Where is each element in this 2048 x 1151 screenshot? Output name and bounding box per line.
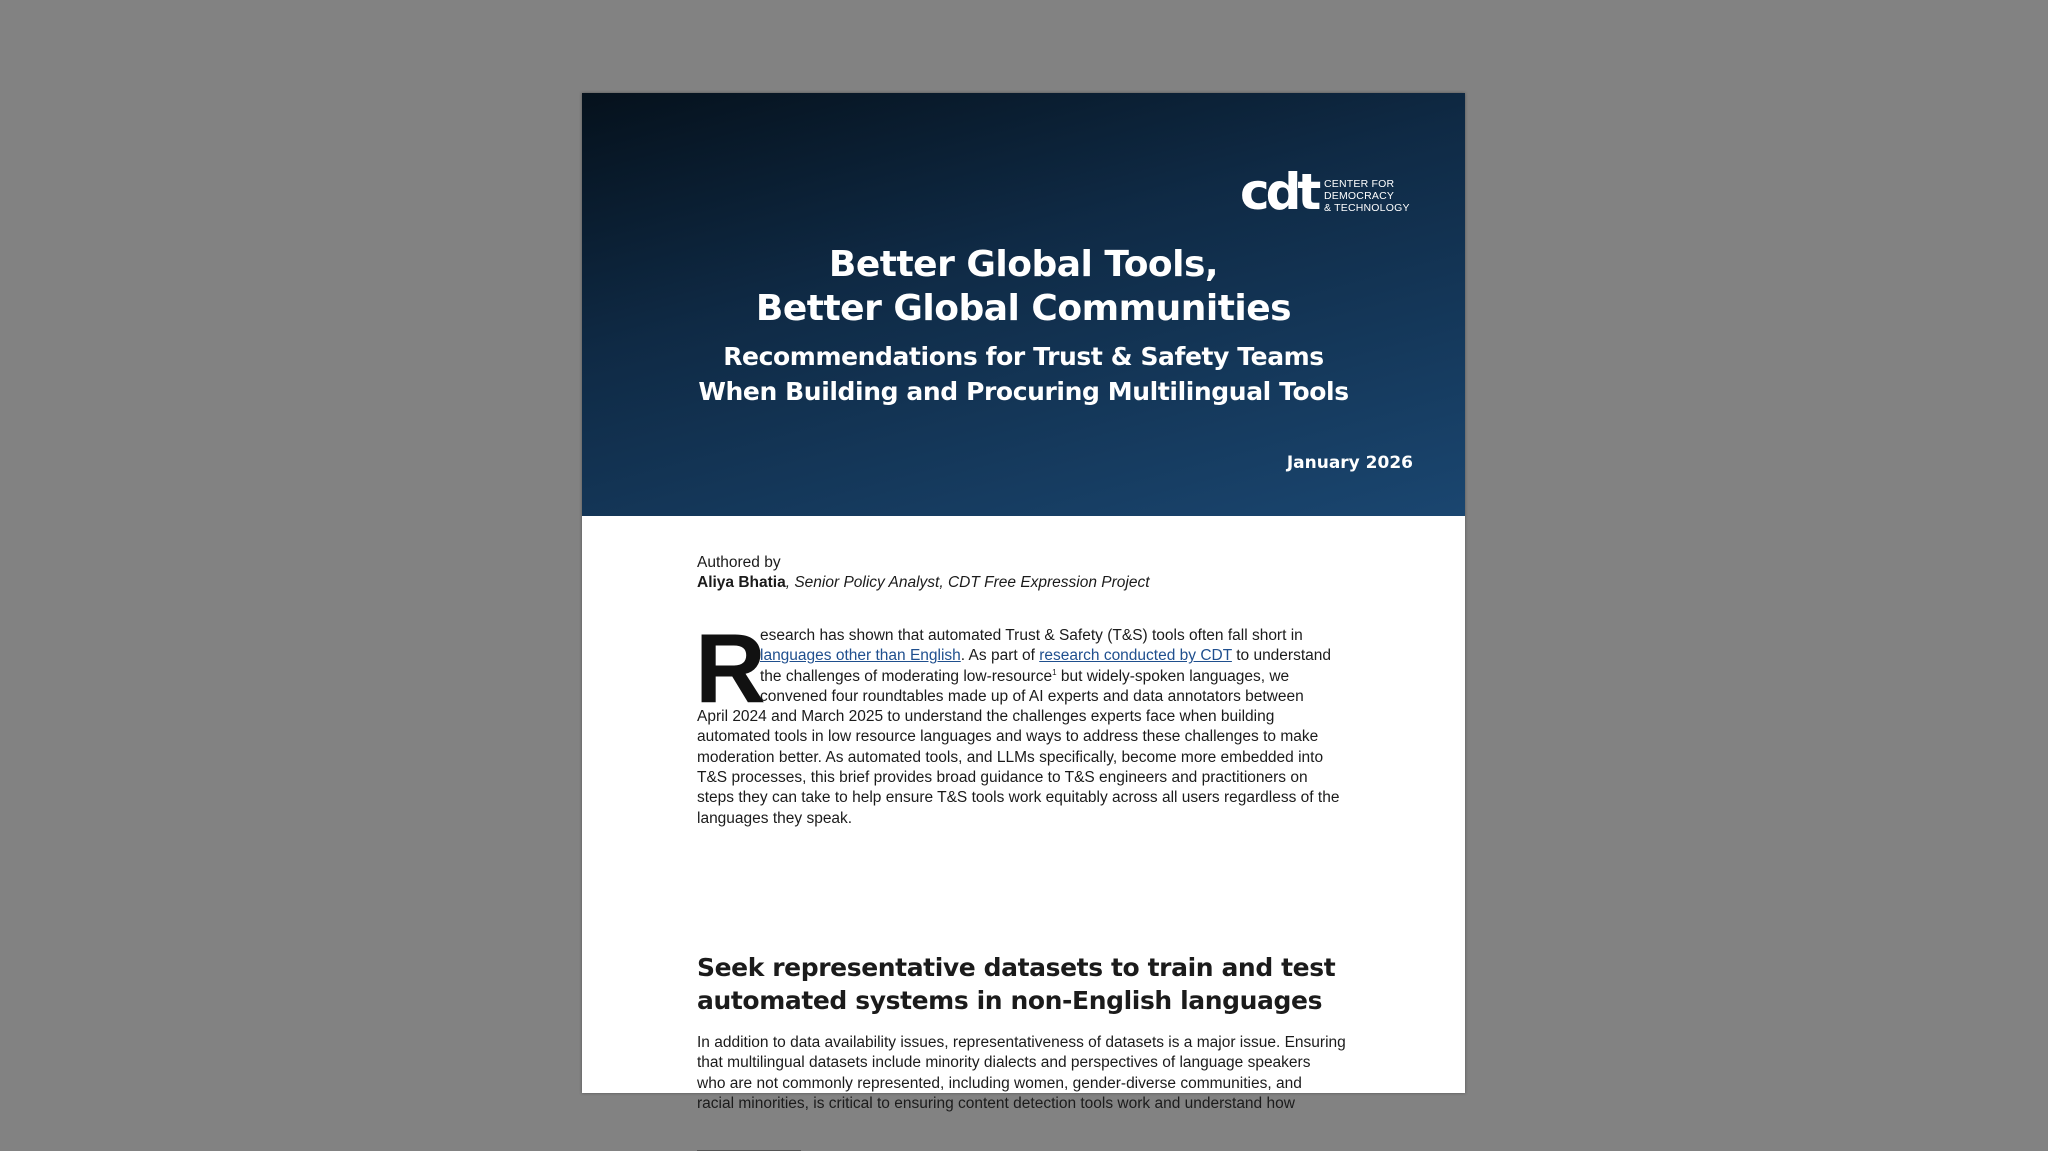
document-body: [695, 553, 1357, 1112]
drop-cap: R: [695, 613, 766, 723]
intro-line: the challenges of moderating low-resource$^1$ but widely-spoken languages, we: [760, 667, 1290, 685]
cover-banner: [582, 93, 1465, 516]
section-line: that multilingual datasets include minority dialects and perspectives of language speakers: [697, 1054, 1311, 1072]
document-title: [582, 243, 1465, 331]
intro-line: steps they can take to help ensure T&S tools work equitably across all users regardless of the: [697, 789, 1340, 807]
authored-by-label: Authored by: [697, 554, 781, 571]
title-line: Better Global Communities: [755, 288, 1292, 329]
intro-line: languages they speak.: [697, 809, 853, 827]
section-line: In addition to data availability issues, representativeness of datasets is a major issue. Ensuring: [697, 1034, 1346, 1051]
author-role: , Senior Policy Analyst, CDT Free Expression Project: [785, 574, 1150, 591]
section-line: who are not commonly represented, including women, gender-diverse communities, and: [697, 1074, 1302, 1092]
section-heading-line: Seek representative datasets to train and test: [697, 953, 1336, 982]
intro-line: automated tools in low resource languages and ways to address these challenges to make: [697, 728, 1319, 746]
cdt-logo-mark: [1240, 159, 1322, 219]
document-subtitle: [582, 339, 1465, 409]
footnote-ref[interactable]: 1: [1052, 667, 1057, 677]
subtitle-line: Recommendations for Trust & Safety Teams: [723, 342, 1324, 371]
document-page: [582, 93, 1465, 1112]
intro-line: April 2024 and March 2025 to understand the challenges experts face when building: [697, 708, 1275, 726]
section-heading: [697, 951, 1357, 1017]
section-paragraph: [697, 1033, 1362, 1114]
author-name: Aliya Bhatia: [697, 574, 786, 591]
publication-date: January 2026: [1286, 453, 1413, 473]
intro-line: languages other than English. As part of research conducted by CDT to understand: [760, 647, 1332, 665]
intro-line: moderation better. As automated tools, and LLMs specifically, become more embedded into: [697, 748, 1324, 766]
title-line: Better Global Tools,: [828, 244, 1219, 285]
research-conducted-by-cdt-link[interactable]: research conducted by CDT: [1039, 647, 1232, 665]
intro-line: T&S processes, this brief provides broad guidance to T&S engineers and practitioners on: [697, 769, 1308, 787]
subtitle-line: When Building and Procuring Multilingual Tools: [698, 377, 1349, 406]
author-line: [697, 573, 1357, 593]
intro-line: esearch has shown that automated Trust & Safety (T&S) tools often fall short in: [760, 627, 1303, 644]
section-heading-line: automated systems in non-English languages: [697, 986, 1323, 1015]
section-line: racial minorities, is critical to ensuring content detection tools work and understand how: [697, 1094, 1295, 1112]
svg-text:cdt: cdt: [1240, 163, 1318, 221]
intro-paragraph: [695, 613, 1357, 829]
cdt-logo: [1240, 159, 1412, 219]
cdt-logo-text: CENTER FOR DEMOCRACY & TECHNOLOGY: [1324, 178, 1410, 214]
languages-other-than-english-link[interactable]: languages other than English: [760, 647, 961, 665]
intro-line: convened four roundtables made up of AI experts and data annotators between: [760, 687, 1304, 705]
